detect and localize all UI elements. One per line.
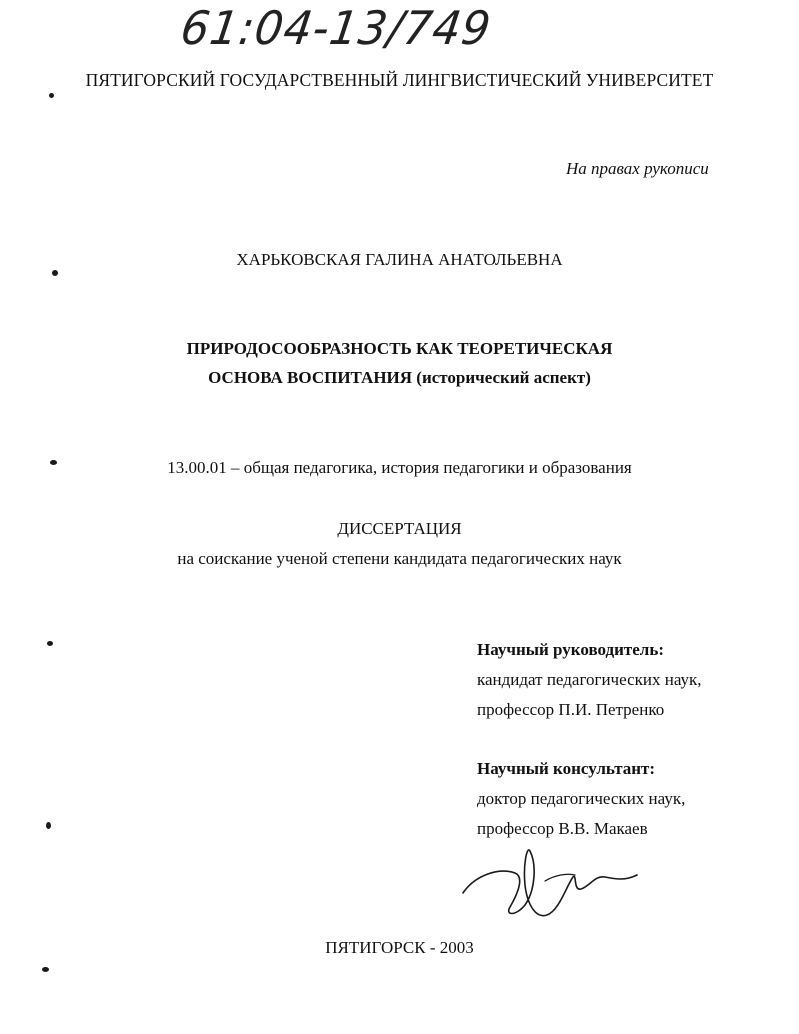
supervisor-name: профессор П.И. Петренко: [477, 700, 665, 719]
consultant-degree: доктор педагогических наук,: [477, 789, 686, 808]
supervisor-degree: кандидат педагогических наук,: [477, 670, 702, 689]
consultant-name: профессор В.В. Макаев: [477, 819, 648, 838]
university-name: ПЯТИГОРСКИЙ ГОСУДАРСТВЕННЫЙ ЛИНГВИСТИЧЕСКИЙ УНИВЕРСИТЕТ: [85, 70, 714, 90]
scan-speck: [46, 822, 51, 829]
author-name: ХАРЬКОВСКАЯ ГАЛИНА АНАТОЛЬЕВНА: [236, 250, 563, 269]
supervisor-heading: Научный руководитель:: [477, 640, 664, 659]
scan-speck: [47, 641, 53, 646]
handwritten-archive-code: 61:04-13/749: [177, 2, 495, 56]
scan-speck: [42, 967, 49, 972]
degree-line: на соискание ученой степени кандидата педагогических наук: [177, 549, 622, 568]
scan-speck: [50, 460, 57, 465]
title-line-2-main: ОСНОВА ВОСПИТАНИЯ: [208, 368, 413, 387]
rights-note: На правах рукописи: [566, 159, 709, 178]
title-line-2-suffix: (исторический аспект): [416, 368, 591, 387]
title-line-1: ПРИРОДОСООБРАЗНОСТЬ КАК ТЕОРЕТИЧЕСКАЯ: [186, 339, 613, 358]
specialty-code: 13.00.01 – общая педагогика, история педагогики и образования: [167, 458, 632, 477]
document-type: ДИССЕРТАЦИЯ: [337, 519, 462, 538]
scan-speck: [49, 93, 54, 98]
consultant-heading: Научный консультант:: [477, 759, 656, 778]
scan-speck: [52, 270, 58, 276]
city-year: ПЯТИГОРСК - 2003: [325, 938, 474, 957]
signature: [455, 845, 645, 925]
title-line-2: [0, 368, 799, 388]
